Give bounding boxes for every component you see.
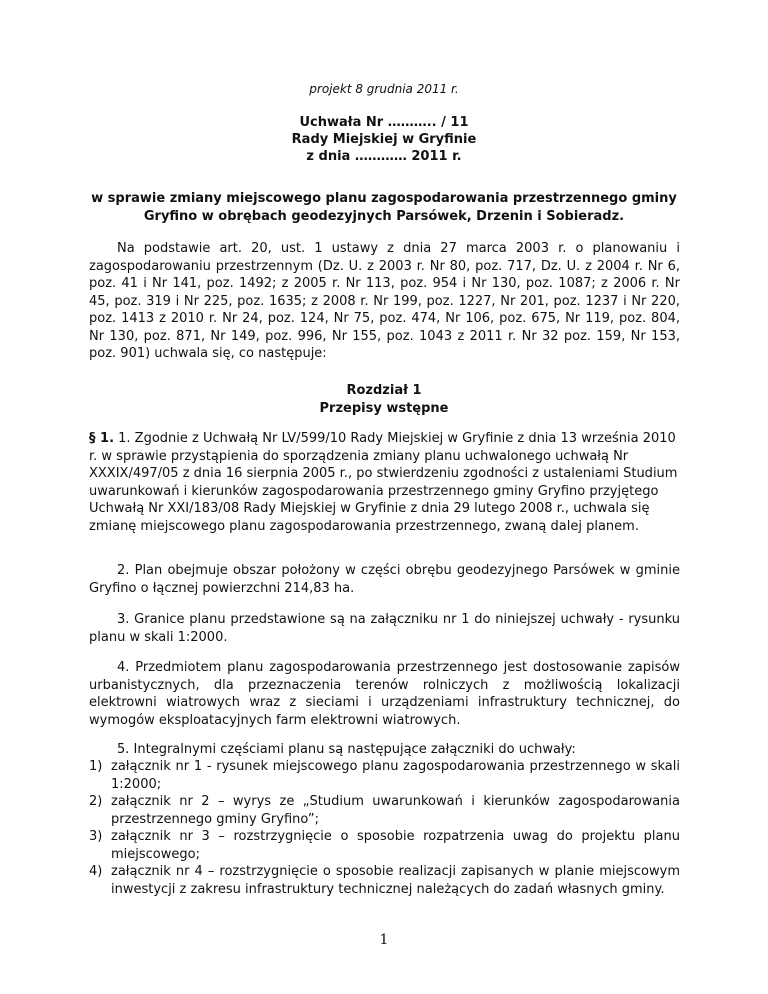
section-1-paragraph-5: 5. Integralnymi częściami planu są następujące załączniki do uchwały: xyxy=(117,742,576,757)
title-line-2: Rady Miejskiej w Gryfinie xyxy=(291,132,477,147)
list-item-number: 3) xyxy=(89,829,103,844)
list-item-number: 1) xyxy=(89,759,103,774)
resolution-title xyxy=(0,114,768,165)
page-number: 1 xyxy=(379,932,389,948)
section-1-paragraph-3: 3. Granice planu przedstawione są na załączniku nr 1 do niniejszej uchwały - rysunku planu w skali 1:2000. xyxy=(89,612,680,645)
chapter-title: Rozdział 1 xyxy=(346,383,422,398)
draft-note: projekt 8 grudnia 2011 r. xyxy=(309,82,459,96)
section-mark: § 1. xyxy=(89,431,115,446)
chapter-subtitle: Przepisy wstępne xyxy=(319,401,449,416)
list-item-number: 4) xyxy=(89,864,103,879)
list-item xyxy=(89,793,680,828)
section-1-text: 1. Zgodnie z Uchwałą Nr LV/599/10 Rady Miejskiej w Gryfinie z dnia 13 września 2010 r. w sprawie przystąpienia do sporządzenia zmiany planu uchwalonego uchwałą Nr XXXIX/497/05 z dnia 16 sierpnia 2005 r., po stwierdzeniu zgodności z ustaleniami Studium uwarunkowań i kierunków zagospodarowania przestrzennego gminy Gryfino przyjętego Uchwałą Nr XXI/183/08 Rady Miejskiej w Gryfinie z dnia 29 lutego 2008 r., uchwala się zmianę miejscowego planu zagospodarowania przestrzennego, zwaną dalej planem. xyxy=(89,431,678,534)
chapter-heading xyxy=(0,382,768,418)
list-item xyxy=(89,863,680,898)
list-item-text: załącznik nr 1 - rysunek miejscowego planu zagospodarowania przestrzennego w skali 1:2000; xyxy=(111,759,680,792)
attachments-list xyxy=(89,758,680,898)
title-line-3: z dnia ………… 2011 r. xyxy=(306,149,462,164)
title-line-1: Uchwała Nr ……….. / 11 xyxy=(299,115,469,130)
list-item xyxy=(89,828,680,863)
preamble-paragraph: Na podstawie art. 20, ust. 1 ustawy z dnia 27 marca 2003 r. o planowaniu i zagospodarowaniu przestrzennym (Dz. U. z 2003 r. Nr 80, poz. 717, Dz. U. z 2004 r. Nr 6, poz. 41 i Nr 141, poz. 1492; z 2005 r. Nr 113, poz. 954 i Nr 130, poz. 1087; z 2006 r. Nr 45, poz. 319 i Nr 225, poz. 1635; z 2008 r. Nr 199, poz. 1227, Nr 201, poz. 1237 i Nr 220, poz. 1413 z 2010 r. Nr 24, poz. 124, Nr 75, poz. 474, Nr 106, poz. 675, Nr 119, poz. 804, Nr 130, poz. 871, Nr 149, poz. 996, Nr 155, poz. 1043 z 2011 r. Nr 32 poz. 159, Nr 153, poz. 901) uchwala się, co następuje: xyxy=(89,241,680,361)
list-item-text: załącznik nr 3 – rozstrzygnięcie o sposobie rozpatrzenia uwag do projektu planu miejscowego; xyxy=(111,829,680,862)
resolution-subject: w sprawie zmiany miejscowego planu zagospodarowania przestrzennego gminy Gryfino w obrębach geodezyjnych Parsówek, Drzenin i Sobieradz. xyxy=(91,191,677,224)
section-1-paragraph-2: 2. Plan obejmuje obszar położony w części obrębu geodezyjnego Parsówek w gminie Gryfino o łącznej powierzchni 214,83 ha. xyxy=(89,563,680,596)
list-item-text: załącznik nr 2 – wyrys ze „Studium uwarunkowań i kierunków zagospodarowania przestrzennego gminy Gryfino”; xyxy=(111,794,680,827)
list-item-text: załącznik nr 4 – rozstrzygnięcie o sposobie realizacji zapisanych w planie miejscowym inwestycji z zakresu infrastruktury technicznej należących do zadań własnych gminy. xyxy=(111,864,680,897)
section-1-paragraph-1 xyxy=(89,430,680,535)
section-1-paragraph-4: 4. Przedmiotem planu zagospodarowania przestrzennego jest dostosowanie zapisów urbanistycznych, dla przeznaczenia terenów rolniczych z możliwością lokalizacji elektrowni wiatrowych wraz z sieciami i urządzeniami infrastruktury technicznej, do wymogów eksploatacyjnych farm elektrowni wiatrowych. xyxy=(89,660,680,728)
list-item-number: 2) xyxy=(89,794,103,809)
list-item xyxy=(89,758,680,793)
